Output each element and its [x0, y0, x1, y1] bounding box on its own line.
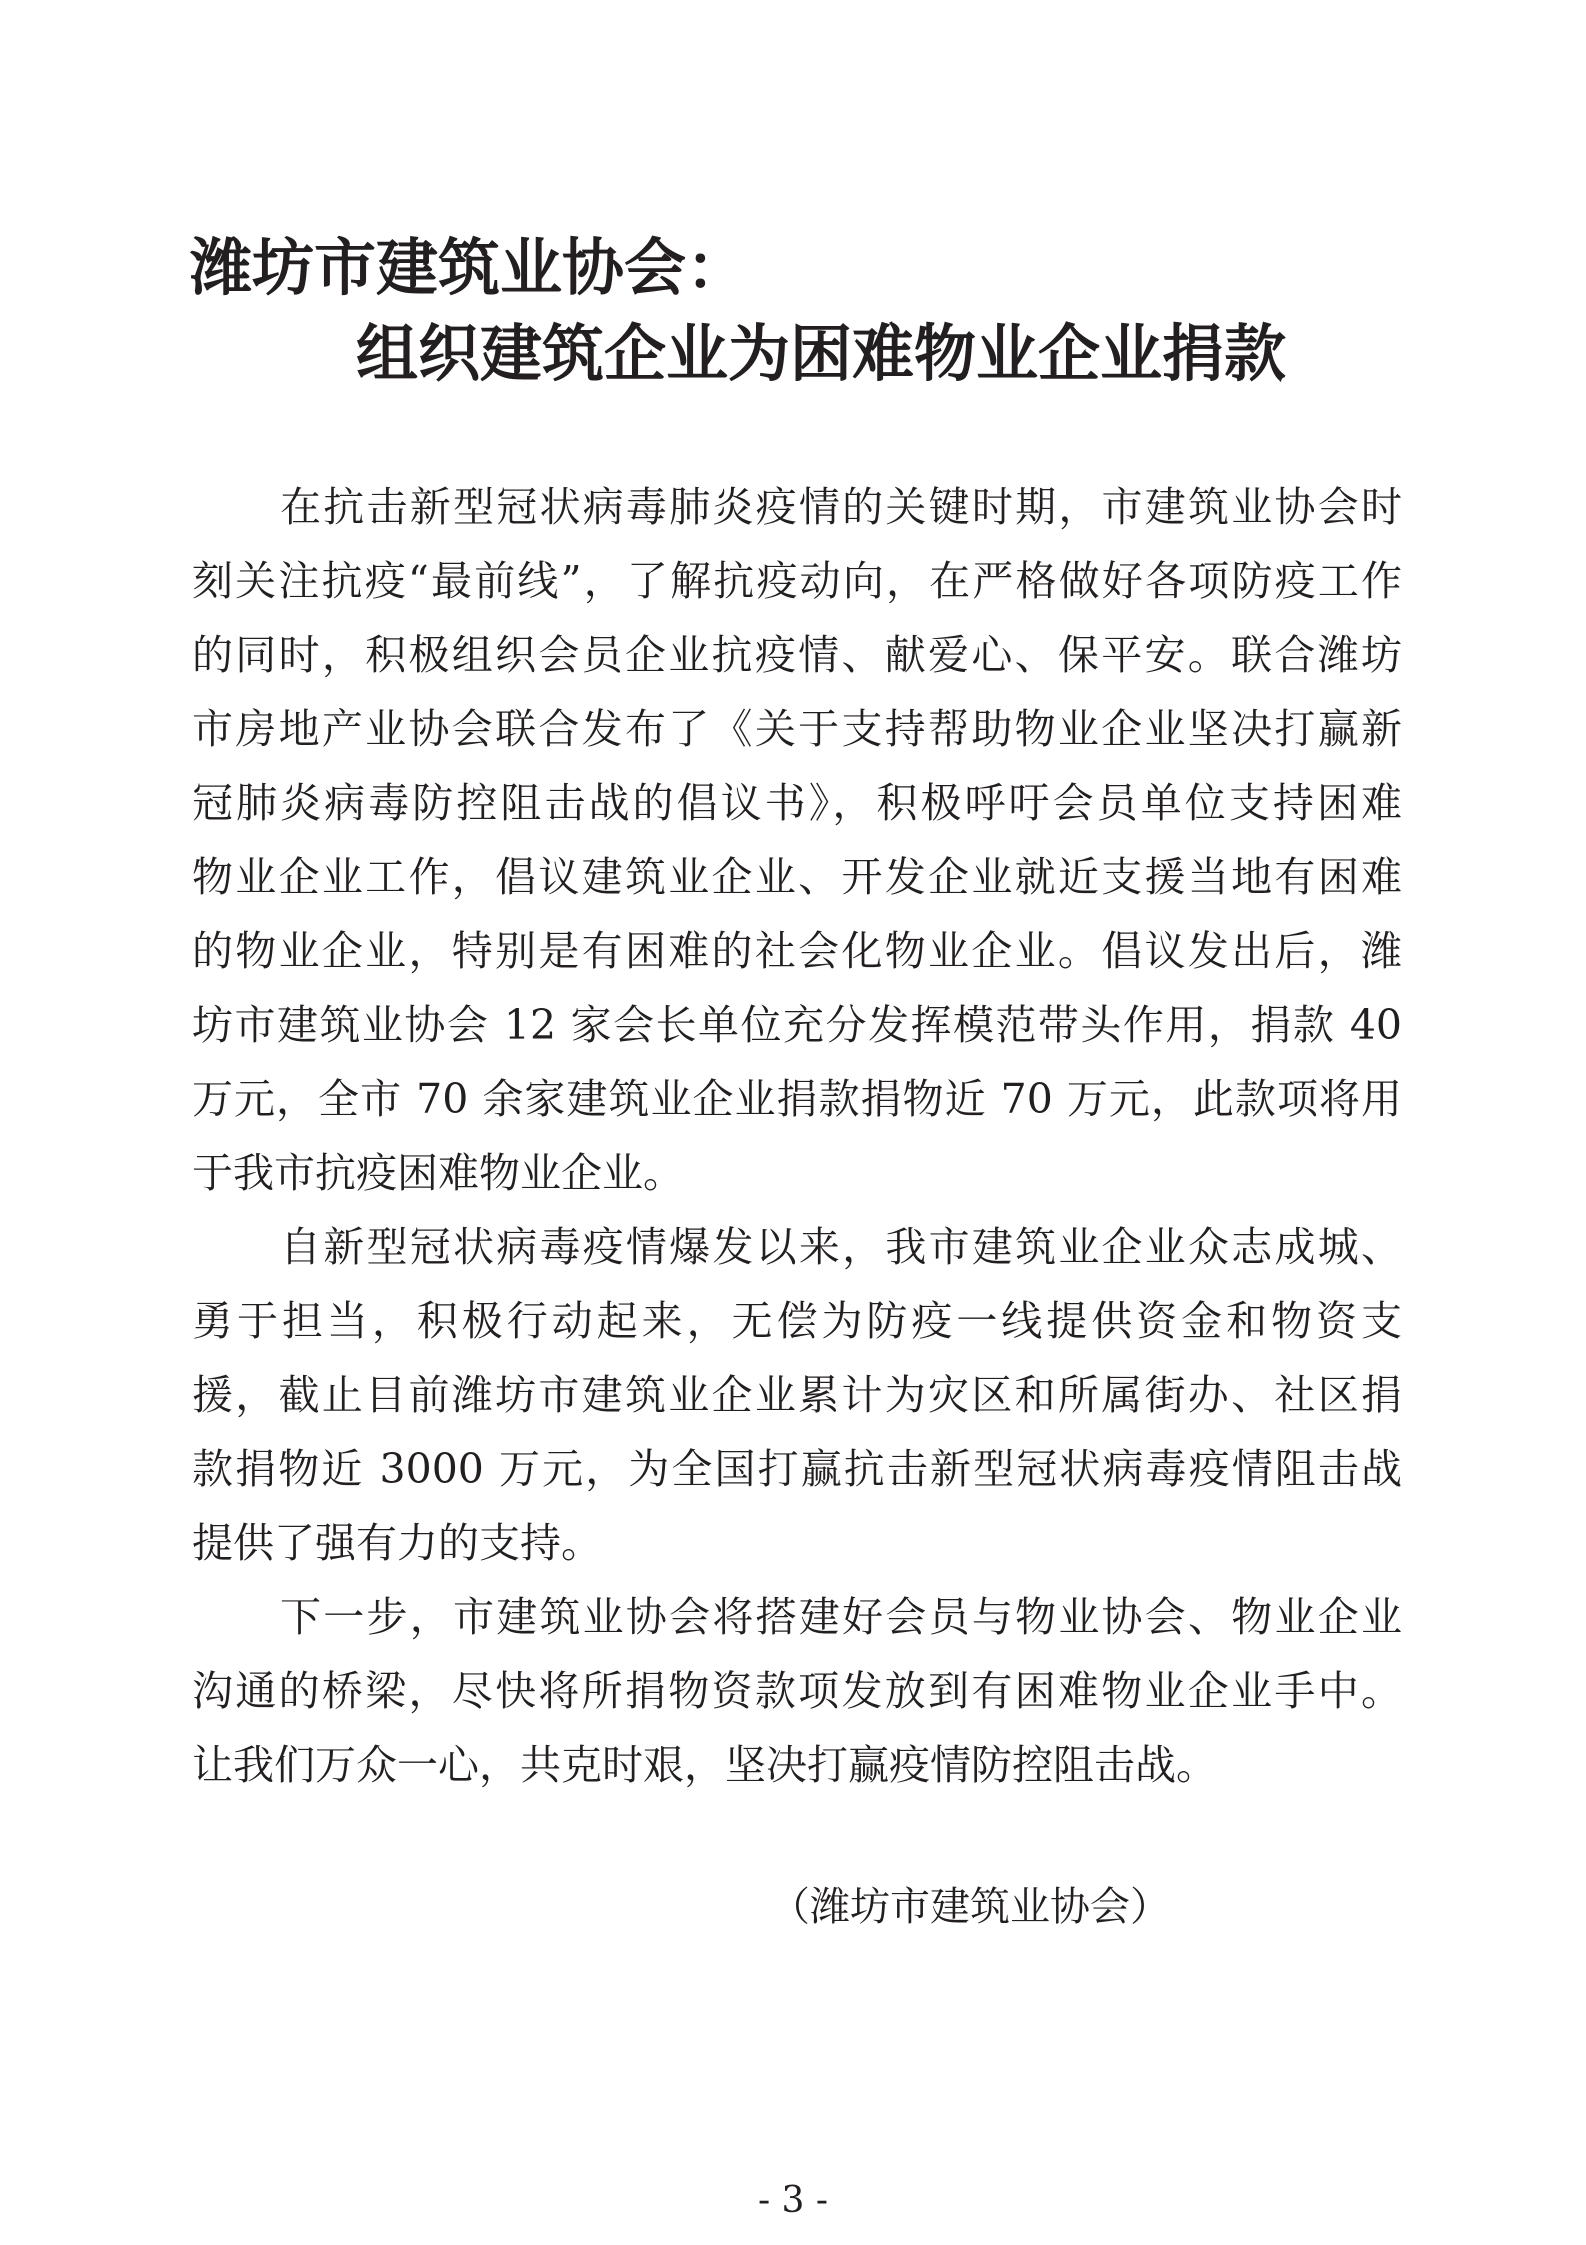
paragraph-line: 物业企业工作，倡议建筑业企业、开发企业就近支援当地有困难	[192, 853, 1402, 901]
paragraph-line: 于我市抗疫困难物业企业。	[192, 1149, 684, 1197]
paragraph-line: 在抗击新型冠状病毒肺炎疫情的关键时期，市建筑业协会时	[280, 483, 1402, 531]
paragraph-1	[192, 470, 1402, 1210]
page-number: - 3 -	[757, 2180, 829, 2221]
article-title-line-1: 潍坊市建筑业协会：	[190, 231, 749, 304]
paragraph-line: 的同时，积极组织会员企业抗疫情、献爱心、保平安。联合潍坊	[192, 631, 1402, 679]
author-signature: （潍坊市建筑业协会）	[770, 1884, 1170, 1930]
article-body	[192, 470, 1402, 1802]
paragraph-line: 沟通的桥梁，尽快将所捐物资款项发放到有困难物业企业手中。	[192, 1667, 1402, 1715]
paragraph-line: 坊市建筑业协会 12 家会长单位充分发挥模范带头作用，捐款 40	[192, 1001, 1402, 1049]
paragraph-line: 市房地产业协会联合发布了《关于支持帮助物业企业坚决打赢新	[192, 705, 1402, 753]
paragraph-line: 的物业企业，特别是有困难的社会化物业企业。倡议发出后，潍	[192, 927, 1402, 975]
paragraph-line: 下一步，市建筑业协会将搭建好会员与物业协会、物业企业	[280, 1593, 1402, 1641]
paragraph-line: 万元，全市 70 余家建筑业企业捐款捐物近 70 万元，此款项将用	[192, 1075, 1402, 1123]
paragraph-line: 勇于担当，积极行动起来，无偿为防疫一线提供资金和物资支	[192, 1297, 1402, 1345]
paragraph-2	[192, 1210, 1402, 1580]
paragraph-line: 提供了强有力的支持。	[192, 1519, 602, 1567]
paragraph-line: 自新型冠状病毒疫情爆发以来，我市建筑业企业众志成城、	[280, 1223, 1402, 1271]
paragraph-line: 刻关注抗疫“最前线”，了解抗疫动向，在严格做好各项防疫工作	[192, 557, 1402, 605]
paragraph-line: 援，截止目前潍坊市建筑业企业累计为灾区和所属街办、社区捐	[192, 1371, 1402, 1419]
paragraph-line: 冠肺炎病毒防控阻击战的倡议书》，积极呼吁会员单位支持困难	[192, 779, 1402, 827]
paragraph-line: 款捐物近 3000 万元，为全国打赢抗击新型冠状病毒疫情阻击战	[192, 1445, 1402, 1493]
paragraph-3	[192, 1580, 1402, 1802]
article-title-line-2: 组织建筑企业为困难物业企业捐款	[356, 317, 1287, 390]
paragraph-line: 让我们万众一心，共克时艰，坚决打赢疫情防控阻击战。	[192, 1741, 1217, 1789]
